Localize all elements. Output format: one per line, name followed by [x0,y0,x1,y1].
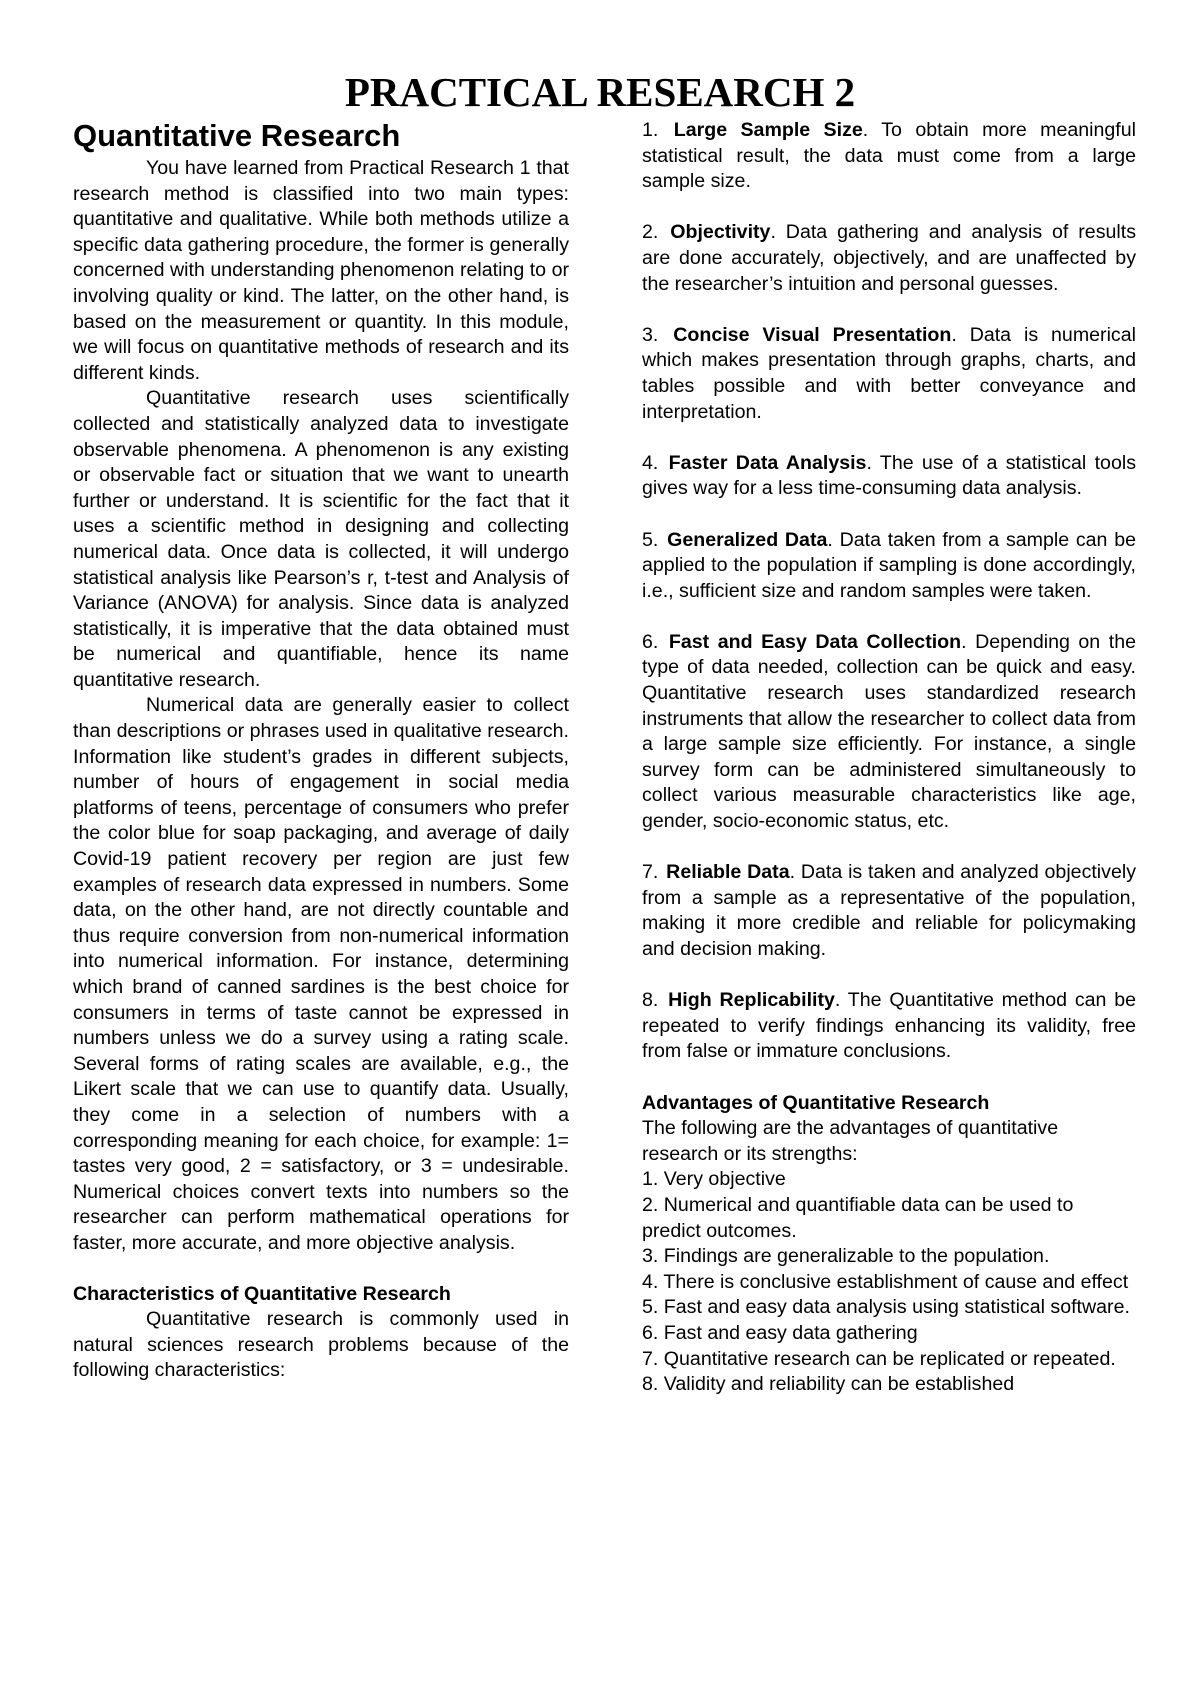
item-term: Concise Visual Presentation [673,323,952,346]
item-term: Generalized Data [667,528,828,551]
item-number: 5. [642,528,659,551]
list-item: 4. There is conclusive establishment of cause and effect [642,1270,1129,1293]
list-item: 2. Numerical and quantifiable data can be used to predict outcomes. [642,1193,1074,1242]
left-column [73,118,569,1384]
item-number: 6. [642,630,659,653]
item-number: 8. [642,989,659,1012]
list-item: 1. Very objective [642,1168,786,1191]
item-text: . Data taken from a sample can be applied to the population if sampling is done accordingly, i.e., sufficient size and random samples were taken. [642,528,1136,602]
list-item [642,451,1136,502]
item-text: . Data is taken and analyzed objectively from a sample as a representative of the population, making it more credible and reliable for policymaking and decision making. [642,861,1137,960]
item-text: . To obtain more meaningful statistical result, the data must come from a large sample size. [642,119,1136,193]
section-heading-quantitative-research: Quantitative Research [73,118,401,153]
list-item [642,860,1136,962]
item-text: . The use of a statistical tools gives way for a less time-consuming data analysis. [642,451,1136,500]
list-item [642,220,1136,297]
item-term: Reliable Data [666,861,790,884]
list-item: 3. Findings are generalizable to the population. [642,1245,1050,1268]
item-number: 4. [642,451,659,474]
list-item [642,323,1136,425]
right-column [642,118,1136,1398]
characteristics-heading: Characteristics of Quantitative Research [73,1282,451,1305]
list-item: 8. Validity and reliability can be established [642,1373,1015,1396]
numerical-data-paragraph: Numerical data are generally easier to collect than descriptions or phrases used in qualitative research. Information like student’s grades in different subjects, number of hours of engagement in social media platforms of teens, percentage of consumers who prefer the color blue for soap packaging, and average of daily Covid-19 patient recovery per region are just few examples of research data expressed in numbers. Some data, on the other hand, are not directly countable and thus require conversion from non-numerical information into numerical information. For instance, determining which brand of canned sardines is the best choice for consumers in terms of taste cannot be expressed in numbers unless we do a survey using a rating scale. Several forms of rating scales are available, e.g., the Likert scale that we can use to quantify data. Usually, they come in a selection of numbers with a corresponding meaning for each choice, for example: 1= tastes very good, 2 = satisfactory, or 3 = undesirable. Numerical choices convert texts into numbers so the researcher can perform mathematical operations for faster, more accurate, and more objective analysis. [73,694,569,1254]
item-term: Fast and Easy Data Collection [668,630,962,653]
item-term: Objectivity [670,221,771,244]
item-number: 1. [642,119,659,141]
item-number: 2. [642,221,659,244]
advantages-intro: The following are the advantages of quantitative research or its strengths: [642,1117,1059,1165]
advantages-list [642,1167,1136,1397]
list-item [642,118,1136,195]
page-title: PRACTICAL RESEARCH 2 [344,69,856,115]
item-text: . Data gathering and analysis of results are done accurately, objectively, and are unaffected by the researcher’s intuition and personal guesses. [642,221,1136,295]
item-number: 3. [642,323,659,346]
list-item: 6. Fast and easy data gathering [642,1321,918,1344]
list-item: 5. Fast and easy data analysis using statistical software. [642,1296,1130,1319]
list-item [642,988,1136,1065]
item-term: Large Sample Size [673,119,863,141]
list-item [642,528,1136,605]
item-term: Faster Data Analysis [668,451,867,474]
item-number: 7. [642,861,659,884]
advantages-heading: Advantages of Quantitative Research [642,1091,990,1114]
intro-paragraph: You have learned from Practical Research 1 that research method is classified into two main types: quantitative and qualitative. While both methods utilize a specific data gathering procedure, the former is generally concerned with understanding phenomenon relating to or involving quality or kind. The latter, on the other hand, is based on the measurement or quantity. In this module, we will focus on quantitative methods of research and its different kinds. [73,157,569,384]
item-term: High Replicability [668,989,835,1012]
definition-paragraph: Quantitative research uses scientifically collected and statistically analyzed data to investigate observable phenomena. A phenomenon is any existing or observable fact or situation that we want to unearth further or understand. It is scientific for the fact that it uses a scientific method in designing and collecting numerical data. Once data is collected, it will undergo statistical analysis like Pearson’s r, t-test and Analysis of Variance (ANOVA) for analysis. Since data is analyzed statistically, it is imperative that the data obtained must be numerical and quantifiable, hence its name quantitative research. [73,387,569,691]
list-item [642,630,1136,835]
item-text: . Depending on the type of data needed, collection can be quick and easy. Quantitative research uses standardized research instruments that allow the researcher to collect data from a large sample size efficiently. For instance, a single survey form can be administered simultaneously to collect various measurable characteristics like age, gender, socio-economic status, etc. [642,630,1136,833]
item-text: . Data is numerical which makes presentation through graphs, charts, and tables possible and with better conveyance and interpretation. [642,323,1136,423]
item-text: . The Quantitative method can be repeated to verify findings enhancing its validity, free from false or immature conclusions. [642,989,1136,1063]
list-item: 7. Quantitative research can be replicated or repeated. [642,1347,1116,1370]
characteristics-intro: Quantitative research is commonly used in natural sciences research problems because of the following characteristics: [73,1308,569,1382]
characteristics-list [642,118,1136,1065]
